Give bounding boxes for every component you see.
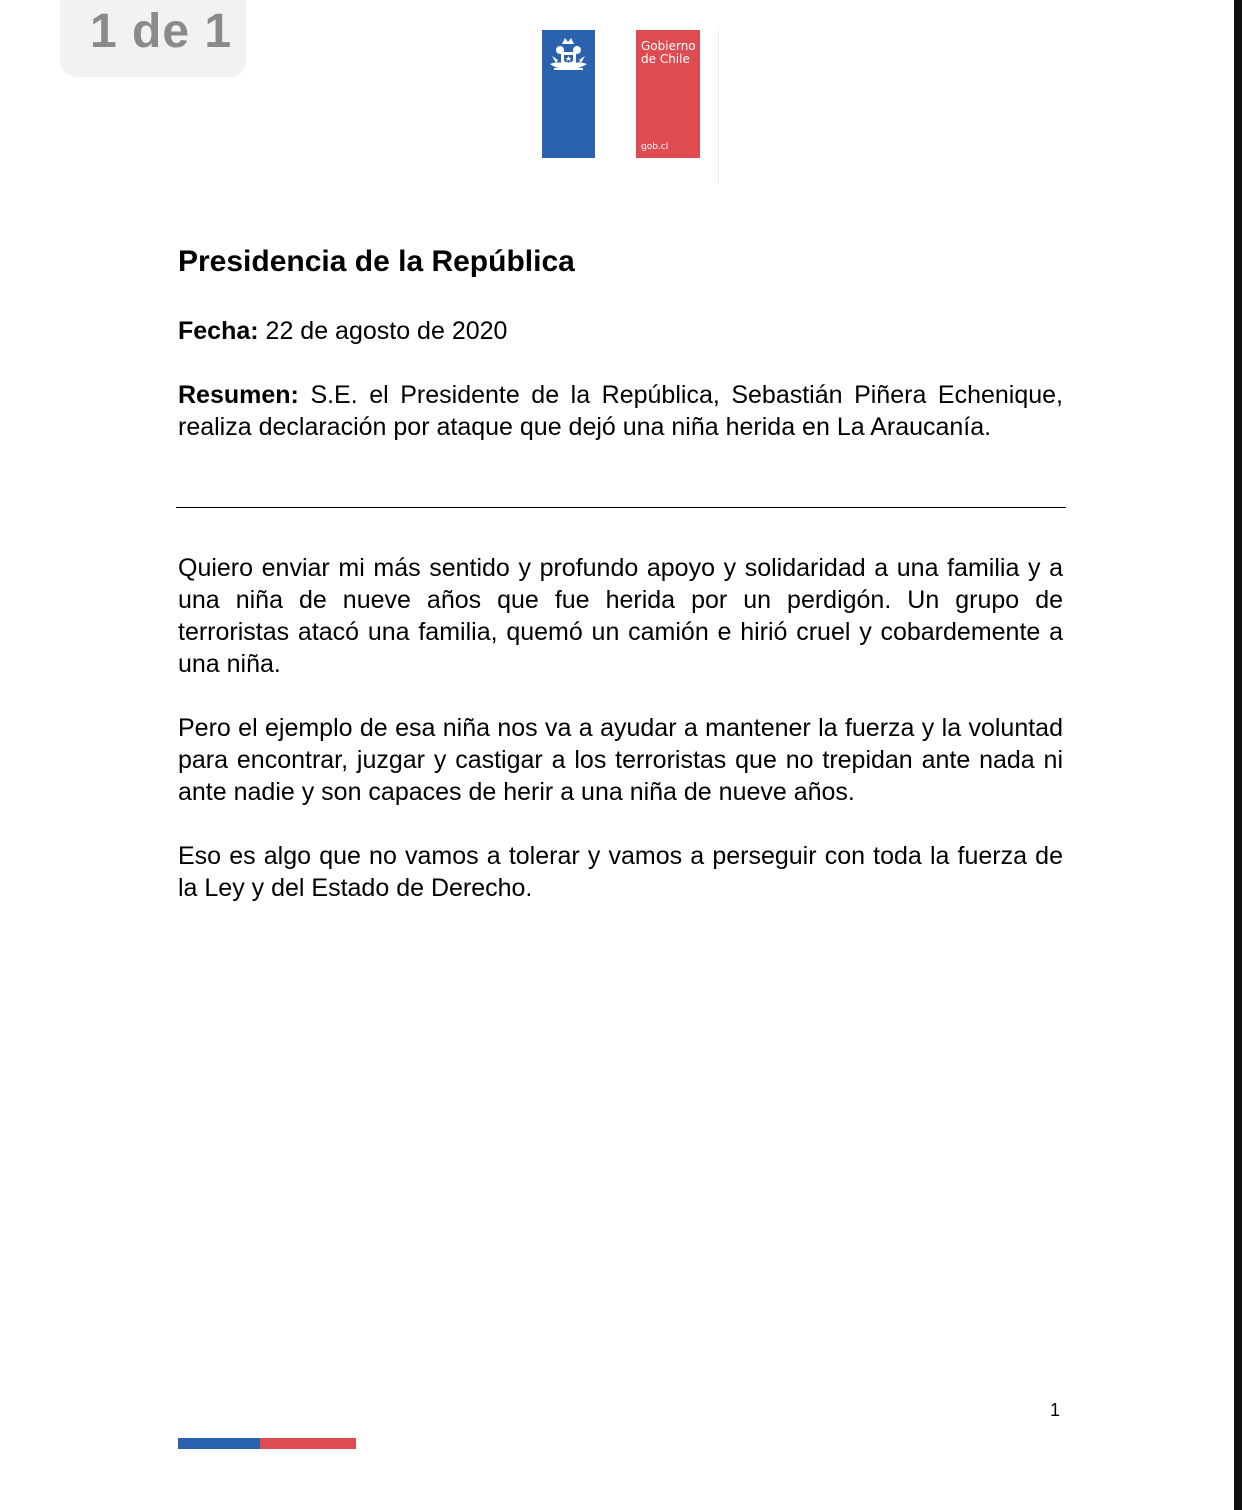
document-header xyxy=(178,242,1063,475)
paragraph-2: Pero el ejemplo de esa niña nos va a ayudar a mantener la fuerza y la voluntad para encontrar, juzgar y castigar a los terroristas que no trepidan ante nada ni ante nadie y son capaces de herir a una niña de nueve años. xyxy=(178,714,1063,806)
logo-line-1: Gobierno xyxy=(641,39,696,53)
logo-text xyxy=(641,40,696,66)
footer-bar-blue xyxy=(178,1438,260,1449)
gobierno-de-chile-logo xyxy=(540,28,722,184)
date-value: 22 de agosto de 2020 xyxy=(265,317,508,345)
page-counter: 1 de 1 xyxy=(60,0,246,77)
coat-of-arms-icon xyxy=(542,30,595,90)
summary-value: S.E. el Presidente de la República, Sebastián Piñera Echenique, realiza declaración por ataque que dejó una niña herida en La Araucanía. xyxy=(178,381,1063,441)
paragraph-1: Quiero enviar mi más sentido y profundo apoyo y solidaridad a una familia y a una niña de nueve años que fue herida por un perdigón. Un grupo de terroristas atacó una familia, quemó un camión e hirió cruel y cobardemente a una niña. xyxy=(178,554,1063,678)
logo-red-panel xyxy=(636,30,700,158)
divider-line xyxy=(176,507,1066,508)
logo-blue-panel xyxy=(542,30,595,158)
date-line xyxy=(178,315,1063,347)
footer-flag-bar xyxy=(178,1438,356,1449)
footer-bar-red xyxy=(260,1438,356,1449)
paragraph-3: Eso es algo que no vamos a tolerar y vamos a perseguir con toda la fuerza de la Ley y del Estado de Derecho. xyxy=(178,842,1063,902)
date-label: Fecha: xyxy=(178,317,259,345)
logo-divider xyxy=(718,28,719,184)
document-heading: Presidencia de la República xyxy=(178,245,575,278)
summary-label: Resumen: xyxy=(178,381,299,409)
summary-line xyxy=(178,379,1063,443)
window-edge xyxy=(1234,0,1242,1510)
page-number: 1 xyxy=(1050,1400,1061,1420)
logo-line-2: de Chile xyxy=(641,52,690,66)
statement-body xyxy=(178,552,1063,936)
logo-site: gob.cl xyxy=(641,142,669,152)
